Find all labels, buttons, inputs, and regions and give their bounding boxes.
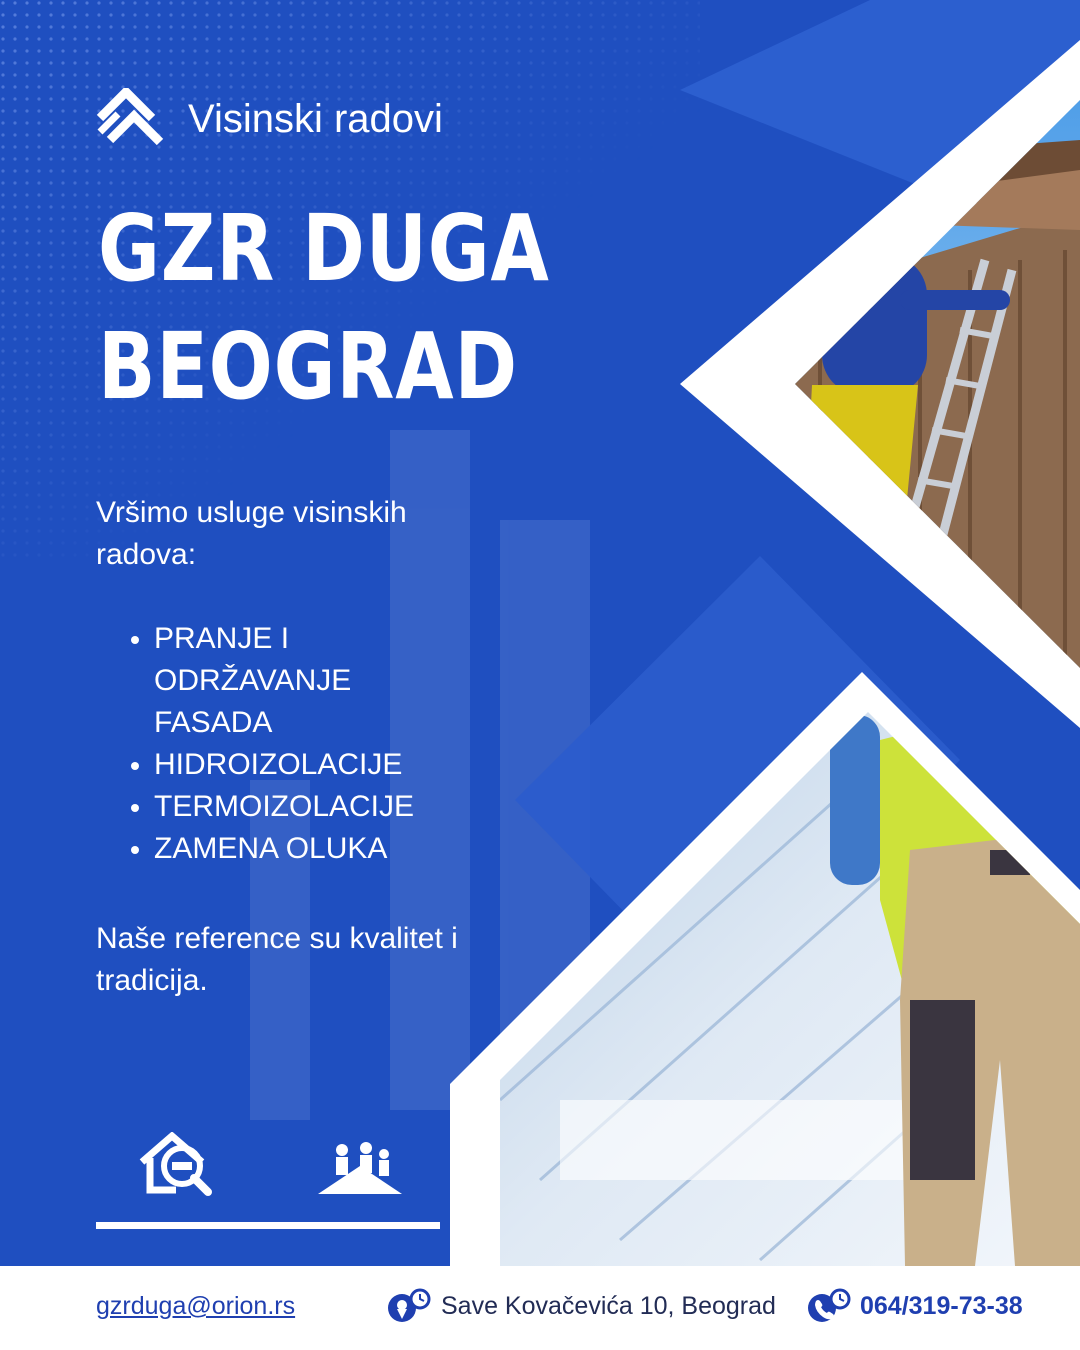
phone-icon [806, 1287, 854, 1334]
title-line-2: BEOGRAD [98, 313, 518, 420]
page-title [98, 190, 550, 426]
references-text: Naše reference su kvalitet i tradicija. [96, 922, 458, 997]
services-list [120, 618, 474, 870]
service-item: • HIDROIZOLACIJE [154, 744, 474, 786]
service-item: • PRANJE I ODRŽAVANJE FASADA [154, 618, 474, 744]
service-item: • ZAMENA OLUKA [154, 828, 474, 870]
title-line-1: GZR DUGA [98, 195, 550, 302]
intro-text: Vršimo usluge visinskih radova: [96, 496, 407, 571]
email-link[interactable]: gzrduga@orion.rs [96, 1292, 296, 1320]
brand [96, 88, 443, 151]
chevron-roof-logo-icon [96, 88, 170, 151]
address-text: Save Kovačevića 10, Beograd [441, 1292, 776, 1320]
roof-workers-icon [318, 1140, 402, 1201]
phone-link[interactable]: 064/319-73-38 [860, 1292, 1023, 1320]
house-inspection-icon [138, 1132, 214, 1201]
divider [96, 1222, 440, 1229]
brand-name: Visinski radovi [188, 97, 443, 141]
location-icon [386, 1287, 434, 1334]
service-item: • TERMOIZOLACIJE [154, 786, 474, 828]
